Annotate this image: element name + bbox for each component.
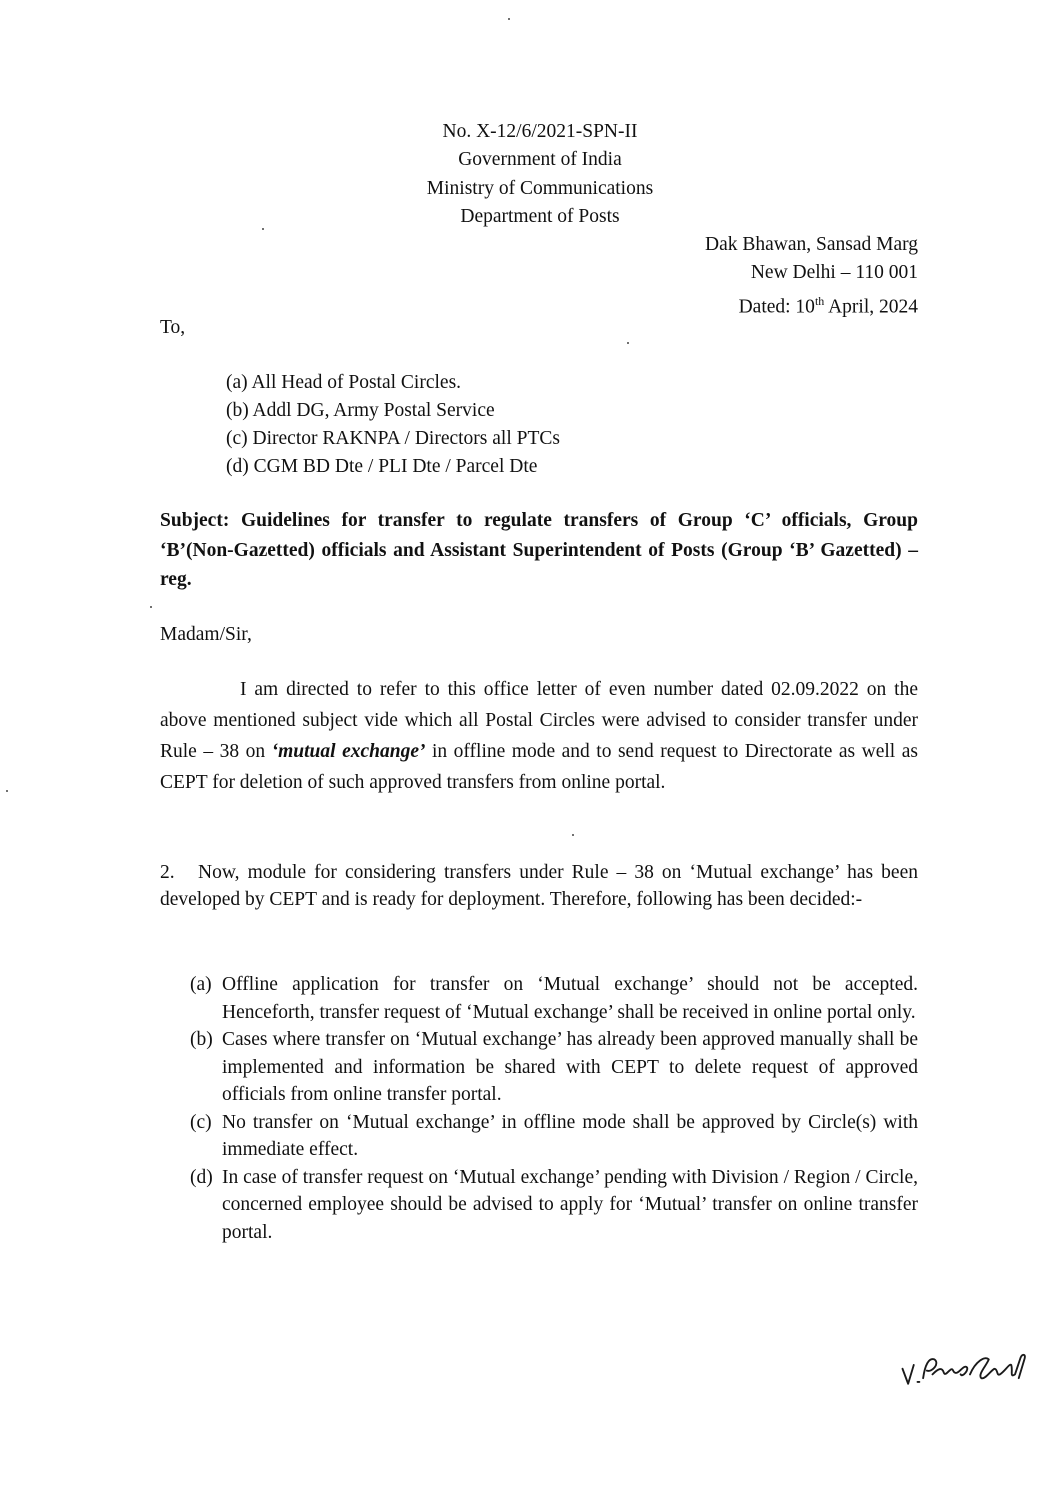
to-label: To, xyxy=(160,317,186,338)
scan-speck xyxy=(627,342,629,344)
decision-text: Offline application for transfer on ‘Mutual exchange’ should not be accepted. Henceforth, transfer request of ‘Mutual exchange’ shall be received in online portal only. xyxy=(222,974,918,1023)
sender-address xyxy=(705,231,918,322)
date-rest: April, 2024 xyxy=(824,296,918,318)
para1-emphasis: ‘mutual exchange’ xyxy=(271,741,426,762)
decision-label: (a) xyxy=(190,974,212,995)
paragraph-1 xyxy=(160,674,918,798)
recipient-item: (c) Director RAKNPA / Directors all PTCs xyxy=(226,428,560,449)
decision-item xyxy=(190,971,918,1026)
decision-label: (d) xyxy=(190,1166,213,1188)
salutation: Madam/Sir, xyxy=(160,624,252,645)
paragraph-2 xyxy=(160,860,918,913)
government-name: Government of India xyxy=(458,149,622,171)
file-number: No. X-12/6/2021-SPN-II xyxy=(442,121,638,142)
para1-text-cont: in offline mode and to send request to Directorate as well as CEPT for deletion of such approved transfers from online portal. xyxy=(160,741,918,793)
decision-text: No transfer on ‘Mutual exchange’ in offline mode shall be approved by Circle(s) with immediate effect. xyxy=(222,1111,918,1160)
recipient-item: (d) CGM BD Dte / PLI Dte / Parcel Dte xyxy=(226,456,538,477)
recipient-item: (b) Addl DG, Army Postal Service xyxy=(226,400,495,421)
scan-speck xyxy=(6,790,8,792)
scan-speck xyxy=(572,834,574,836)
recipient-list xyxy=(226,369,560,481)
date-suffix-sup: th xyxy=(814,294,825,308)
decision-item xyxy=(190,1026,918,1109)
decision-label: (b) xyxy=(190,1029,213,1050)
subject-line: Subject: Guidelines for transfer to regulate transfers of Group ‘C’ officials, Group ‘B’(Non-Gazetted) officials and Assistant Superintendent of Posts (Group ‘B’ Gazetted) – reg. xyxy=(160,510,918,590)
decision-item xyxy=(190,1164,918,1247)
handwritten-signature xyxy=(895,1335,1045,1395)
decision-item xyxy=(190,1109,918,1164)
para1-text: I am directed to refer to this office letter of even number dated 02.09.2022 on the above mentioned subject vide which all Postal Circles were advised to consider transfer under Rule – 38 on xyxy=(160,679,918,762)
scan-speck xyxy=(262,228,264,230)
decision-text: In case of transfer request on ‘Mutual exchange’ pending with Division / Region / Circle, concerned employee should be advised to apply for ‘Mutual’ transfer on online transfer portal. xyxy=(222,1166,918,1243)
decision-text: Cases where transfer on ‘Mutual exchange’ has already been approved manually shall be implemented and information be shared with CEPT to delete request of approved officials from online transfer portal. xyxy=(222,1029,918,1105)
department-name: Department of Posts xyxy=(460,205,620,227)
decision-label: (c) xyxy=(190,1111,212,1133)
para2-text: Now, module for considering transfers under Rule – 38 on ‘Mutual exchange’ has been developed by CEPT and is ready for deployment. Therefore, following has been decided:- xyxy=(160,862,918,910)
scan-speck xyxy=(508,18,510,20)
ministry-name: Ministry of Communications xyxy=(426,177,654,199)
para2-number: 2. xyxy=(160,862,175,883)
date-prefix: Dated: 10 xyxy=(738,296,815,318)
letter-date xyxy=(705,287,918,322)
letter-header xyxy=(0,118,1060,231)
address-line-2: New Delhi – 110 001 xyxy=(750,262,918,283)
recipient-item: (a) All Head of Postal Circles. xyxy=(226,372,462,393)
address-line-1: Dak Bhawan, Sansad Marg xyxy=(704,234,918,255)
decision-list xyxy=(190,971,918,1246)
scan-speck xyxy=(150,606,152,608)
